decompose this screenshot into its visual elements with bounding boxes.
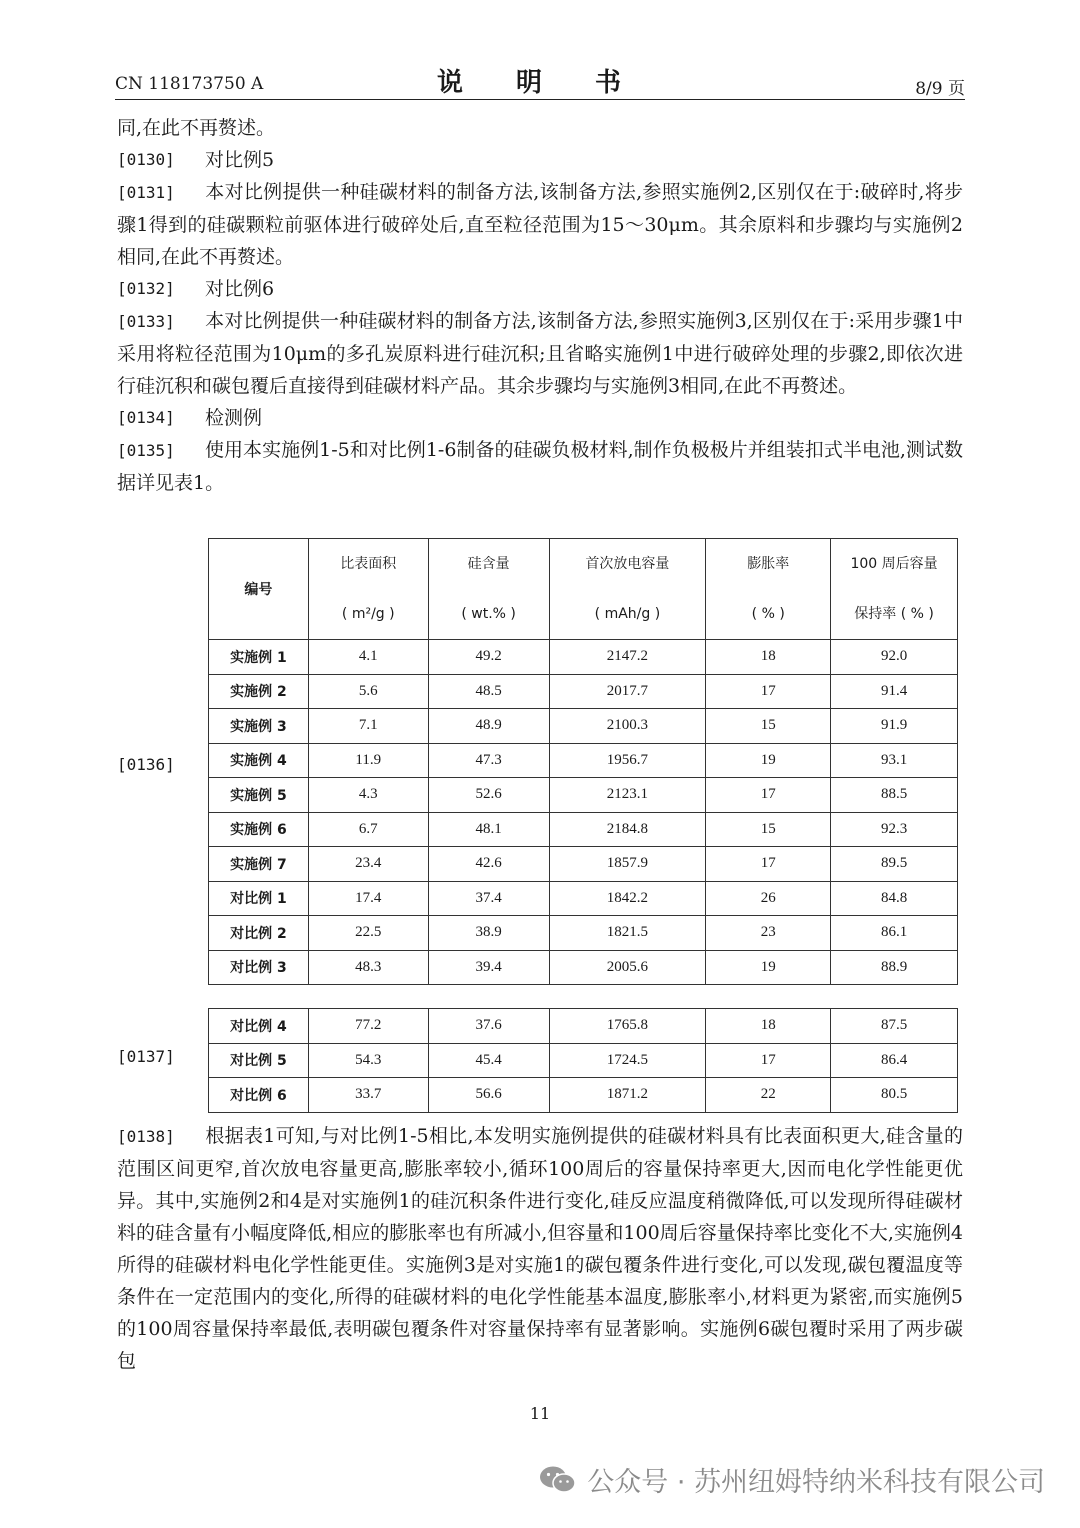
table-cell: 48.3 — [308, 950, 428, 985]
table-cell: 37.6 — [428, 1009, 549, 1044]
paragraph-number: [0130] — [117, 150, 175, 169]
table-cell: 88.9 — [831, 950, 958, 985]
table-cell: 47.3 — [428, 743, 549, 778]
table-cell: 17 — [706, 1043, 831, 1078]
table-cell: 4.3 — [308, 778, 428, 813]
table-cell: 22 — [706, 1078, 831, 1113]
table-cell: 77.2 — [308, 1009, 428, 1044]
table-cell: 91.4 — [831, 674, 958, 709]
table-row — [209, 916, 958, 951]
paragraph-0133 — [117, 305, 963, 402]
table-row — [209, 778, 958, 813]
table-cell: 39.4 — [428, 950, 549, 985]
table-row — [209, 743, 958, 778]
table-cell: 1821.5 — [549, 916, 706, 951]
table-cell: 88.5 — [831, 778, 958, 813]
document-number: CN 118173750 A — [115, 74, 264, 94]
table-row — [209, 950, 958, 985]
table-cell: 1724.5 — [549, 1043, 706, 1078]
table-cell: 2005.6 — [549, 950, 706, 985]
table-cell: 23.4 — [308, 847, 428, 882]
table-cell: 2123.1 — [549, 778, 706, 813]
row-label-cell: 对比例 3 — [209, 950, 309, 985]
section-heading: 对比例5 — [205, 149, 275, 171]
table-row — [209, 1078, 958, 1113]
table-cell: 19 — [706, 743, 831, 778]
table-cell: 49.2 — [428, 640, 549, 675]
table-cell: 33.7 — [308, 1078, 428, 1113]
row-label-cell: 实施例 7 — [209, 847, 309, 882]
page-header — [115, 60, 965, 100]
wechat-icon — [539, 1465, 577, 1495]
section-heading: 对比例6 — [205, 278, 275, 300]
paragraph-number: [0135] — [117, 441, 175, 460]
row-label-cell: 实施例 1 — [209, 640, 309, 675]
table-cell: 93.1 — [831, 743, 958, 778]
row-label-cell: 对比例 2 — [209, 916, 309, 951]
table-cell: 17 — [706, 847, 831, 882]
paragraph-0131 — [117, 176, 963, 273]
table-cell: 17.4 — [308, 881, 428, 916]
row-label-cell: 对比例 1 — [209, 881, 309, 916]
table-row — [209, 847, 958, 882]
paragraph-number: [0133] — [117, 312, 175, 331]
table-cell: 56.6 — [428, 1078, 549, 1113]
table-cell: 2100.3 — [549, 709, 706, 744]
table-cell: 54.3 — [308, 1043, 428, 1078]
table-header-row — [209, 539, 958, 640]
header-cell: 膨胀率 ( % ) — [706, 539, 831, 640]
table-row — [209, 709, 958, 744]
table-cell: 89.5 — [831, 847, 958, 882]
table-cell: 19 — [706, 950, 831, 985]
paragraph-0132 — [117, 273, 963, 305]
header-cell: 比表面积 ( m²/g ) — [308, 539, 428, 640]
row-label-cell: 实施例 6 — [209, 812, 309, 847]
header-cell: 首次放电容量 ( mAh/g ) — [549, 539, 706, 640]
paragraph-number: [0138] — [117, 1127, 175, 1146]
table-cell: 1765.8 — [549, 1009, 706, 1044]
paragraph-0135 — [117, 434, 963, 499]
table-cell: 17 — [706, 674, 831, 709]
row-label-cell: 对比例 4 — [209, 1009, 309, 1044]
table-cell: 4.1 — [308, 640, 428, 675]
table-cell: 38.9 — [428, 916, 549, 951]
table-cell: 6.7 — [308, 812, 428, 847]
paragraph-number: [0132] — [117, 279, 175, 298]
table-cell: 1871.2 — [549, 1078, 706, 1113]
table-cell: 7.1 — [308, 709, 428, 744]
table-cell: 48.1 — [428, 812, 549, 847]
row-label-cell: 实施例 2 — [209, 674, 309, 709]
table-cell: 1857.9 — [549, 847, 706, 882]
table-row — [209, 674, 958, 709]
table-cell: 2184.8 — [549, 812, 706, 847]
table-cell: 22.5 — [308, 916, 428, 951]
page-info: 8/9 页 — [915, 79, 965, 99]
table-cell: 91.9 — [831, 709, 958, 744]
table-cell: 52.6 — [428, 778, 549, 813]
watermark — [539, 1460, 1045, 1499]
document-title: 说 明 书 — [436, 68, 644, 98]
table-cell: 5.6 — [308, 674, 428, 709]
page-number: 11 — [529, 1404, 551, 1423]
table-cell: 23 — [706, 916, 831, 951]
table-cell: 15 — [706, 709, 831, 744]
results-table-1 — [208, 538, 958, 985]
table-cell: 26 — [706, 881, 831, 916]
paragraph-number-0136: [0136] — [117, 755, 175, 774]
table-cell: 84.8 — [831, 881, 958, 916]
paragraph: 同,在此不再赘述。 — [117, 117, 276, 139]
table-row — [209, 1009, 958, 1044]
table-cell: 48.9 — [428, 709, 549, 744]
header-rule — [115, 99, 965, 100]
paragraph-0134 — [117, 402, 963, 434]
row-label-cell: 实施例 5 — [209, 778, 309, 813]
table-cell: 17 — [706, 778, 831, 813]
table-cell: 1842.2 — [549, 881, 706, 916]
table-cell: 18 — [706, 640, 831, 675]
table-row — [209, 812, 958, 847]
table-cell: 45.4 — [428, 1043, 549, 1078]
paragraph-number-0137: [0137] — [117, 1047, 175, 1066]
table-cell: 11.9 — [308, 743, 428, 778]
table-cell: 15 — [706, 812, 831, 847]
header-cell: 编号 — [209, 539, 309, 640]
results-table-2 — [208, 1008, 958, 1113]
row-label-cell: 对比例 5 — [209, 1043, 309, 1078]
paragraph-number: [0134] — [117, 408, 175, 427]
table-row — [209, 881, 958, 916]
table-cell: 18 — [706, 1009, 831, 1044]
paragraph-text: 本对比例提供一种硅碳材料的制备方法,该制备方法,参照实施例2,区别仅在于:破碎时,将步骤1得到的硅碳颗粒前驱体进行破碎处后,直至粒径范围为15～30μm。其余原料和步骤均与实施例2相同,在此不再赘述。 — [117, 181, 963, 268]
paragraph-0130 — [117, 144, 963, 176]
table-cell: 1956.7 — [549, 743, 706, 778]
table-cell: 48.5 — [428, 674, 549, 709]
section-heading: 检测例 — [205, 407, 263, 429]
table-cell: 42.6 — [428, 847, 549, 882]
table-cell: 86.1 — [831, 916, 958, 951]
table-cell: 92.0 — [831, 640, 958, 675]
header-cell: 硅含量 ( wt.% ) — [428, 539, 549, 640]
paragraph-text: 根据表1可知,与对比例1-5相比,本发明实施例提供的硅碳材料具有比表面积更大,硅含量的范围区间更窄,首次放电容量更高,膨胀率较小,循环100周后的容量保持率更大,因而电化学性能更优异。其中,实施例2和4是对实施例1的硅沉积条件进行变化,硅反应温度稍微降低,可以发现所得硅碳材料的硅含量有小幅度降低,相应的膨胀率也有所减小,但容量和100周后容量保持率比变化不大,实施例4所得的硅碳材料电化学性能更佳。实施例3是对实施1的碳包覆条件进行变化,可以发现,碳包覆温度等条件在一定范围内的变化,所得的硅碳材料的电化学性能基本温度,膨胀率小,材料更为紧密,而实施例5的100周容量保持率最低,表明碳包覆条件对容量保持率有显著影响。实施例6碳包覆时采用了两步碳包 — [117, 1125, 963, 1372]
row-label-cell: 实施例 3 — [209, 709, 309, 744]
table-cell: 92.3 — [831, 812, 958, 847]
paragraph-text: 本对比例提供一种硅碳材料的制备方法,该制备方法,参照实施例3,区别仅在于:采用步骤1中采用将粒径范围为10μm的多孔炭原料进行硅沉积;且省略实施例1中进行破碎处理的步骤2,即依次进行硅沉积和碳包覆后直接得到硅碳材料产品。其余步骤均与实施例3相同,在此不再赘述。 — [117, 310, 963, 397]
table-cell: 86.4 — [831, 1043, 958, 1078]
table-cell: 80.5 — [831, 1078, 958, 1113]
header-cell: 100 周后容量 保持率 ( % ) — [831, 539, 958, 640]
row-label-cell: 对比例 6 — [209, 1078, 309, 1113]
table-cell: 2017.7 — [549, 674, 706, 709]
paragraph-0138 — [117, 1120, 963, 1377]
paragraph-text: 使用本实施例1-5和对比例1-6制备的硅碳负极材料,制作负极极片并组装扣式半电池,测试数据详见表1。 — [117, 439, 963, 494]
table-row — [209, 640, 958, 675]
paragraph-number: [0131] — [117, 183, 175, 202]
table-cell: 87.5 — [831, 1009, 958, 1044]
body-text-top — [117, 112, 963, 499]
table-cell: 2147.2 — [549, 640, 706, 675]
watermark-text: 公众号 · 苏州纽姆特纳米科技有限公司 — [587, 1467, 1045, 1498]
table-row — [209, 1043, 958, 1078]
table-cell: 37.4 — [428, 881, 549, 916]
row-label-cell: 实施例 4 — [209, 743, 309, 778]
